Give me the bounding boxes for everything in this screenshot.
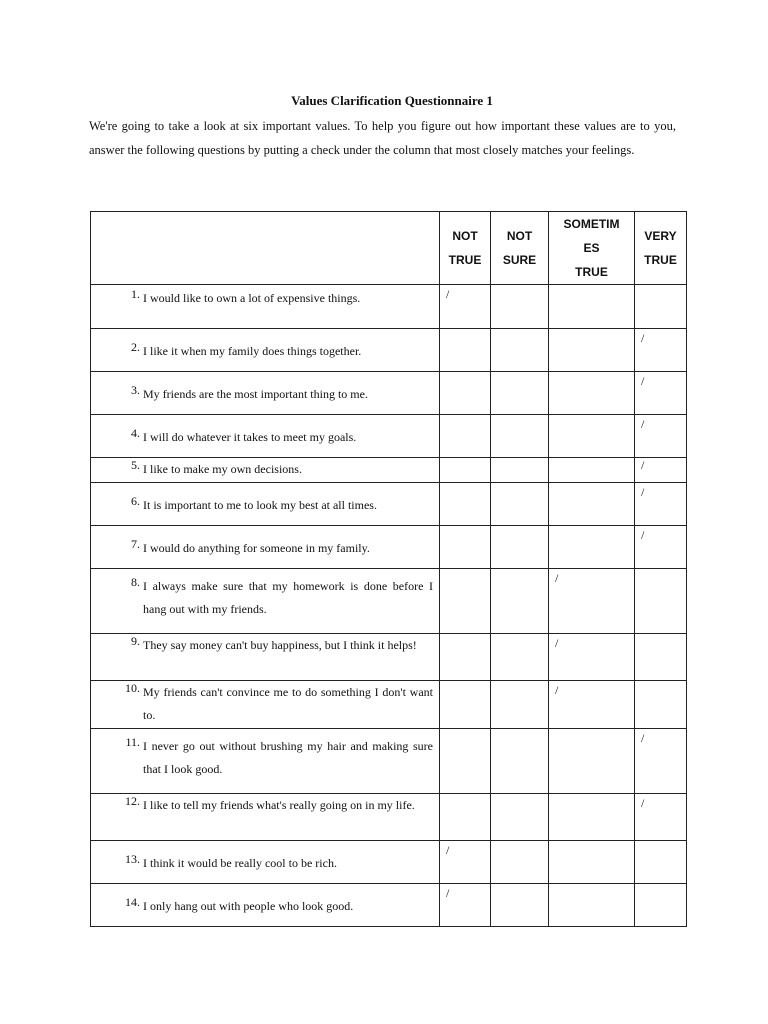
question-number: 3. — [131, 383, 140, 397]
check-mark — [549, 794, 634, 796]
check-mark: / — [641, 417, 645, 431]
answer-cell-not-sure[interactable] — [491, 840, 549, 883]
answer-cell-sometimes-true[interactable] — [549, 329, 635, 372]
table-row — [91, 525, 687, 568]
question-text: My friends can't convince me to do something I don't want to. — [143, 684, 433, 722]
question-number: 2. — [131, 340, 140, 354]
question-text: I would do anything for someone in my family. — [143, 540, 370, 555]
check-mark: / — [641, 458, 645, 472]
question-cell — [91, 728, 440, 793]
question-number: 11. — [125, 734, 140, 749]
check-mark: / — [446, 842, 450, 857]
answer-cell-not-true[interactable] — [440, 525, 491, 568]
question-cell — [91, 329, 440, 372]
answer-cell-sometimes-true[interactable] — [549, 793, 635, 840]
question-text: I always make sure that my homework is done before I hang out with my friends. — [143, 578, 433, 616]
intro-paragraph: We're going to take a look at six important values. To help you figure out how important these values are to you, answer the following questions by putting a check under the column that most closely matches your feelings. — [89, 119, 676, 157]
question-number: 5. — [131, 458, 140, 472]
question-cell — [91, 568, 440, 633]
answer-cell-sometimes-true[interactable] — [549, 840, 635, 883]
questionnaire-table — [90, 211, 687, 927]
question-number: 7. — [131, 536, 140, 551]
table-row — [91, 840, 687, 883]
question-text: I would like to own a lot of expensive things. — [143, 291, 361, 305]
check-mark — [491, 569, 548, 571]
check-mark: / — [641, 484, 645, 499]
check-mark — [549, 415, 634, 417]
answer-cell-not-sure[interactable] — [491, 793, 549, 840]
check-mark — [491, 729, 548, 731]
answer-cell-very-true[interactable] — [635, 728, 687, 793]
check-mark — [549, 526, 634, 528]
question-cell — [91, 633, 440, 680]
answer-cell-not-sure[interactable] — [491, 458, 549, 483]
answer-cell-not-true[interactable] — [440, 633, 491, 680]
answer-cell-very-true[interactable] — [635, 285, 687, 329]
question-number: 1. — [131, 287, 140, 301]
answer-cell-not-true[interactable] — [440, 883, 491, 926]
table-row — [91, 633, 687, 680]
question-text: I like to make my own decisions. — [143, 462, 302, 476]
question-cell — [91, 285, 440, 329]
column-header-sometimes-true: SOMETIM ES TRUE — [549, 212, 635, 285]
check-mark — [440, 634, 490, 636]
check-mark — [549, 729, 634, 731]
question-text: My friends are the most important thing to me. — [143, 387, 368, 401]
check-mark: / — [555, 635, 559, 650]
check-mark — [440, 483, 490, 485]
question-text: I never go out without brushing my hair and making sure that I look good. — [143, 738, 433, 776]
answer-cell-sometimes-true[interactable] — [549, 372, 635, 415]
check-mark — [491, 329, 548, 331]
answer-cell-very-true[interactable] — [635, 680, 687, 728]
answer-cell-sometimes-true[interactable] — [549, 525, 635, 568]
check-mark — [491, 372, 548, 374]
check-mark — [635, 681, 686, 683]
question-number: 14. — [125, 894, 140, 909]
check-mark — [440, 526, 490, 528]
check-mark: / — [641, 795, 645, 810]
check-mark — [491, 415, 548, 417]
answer-cell-sometimes-true[interactable] — [549, 728, 635, 793]
table-row — [91, 372, 687, 415]
question-cell — [91, 458, 440, 483]
table-row — [91, 728, 687, 793]
answer-cell-very-true[interactable] — [635, 793, 687, 840]
answer-cell-not-sure[interactable] — [491, 633, 549, 680]
document-title: Values Clarification Questionnaire 1 — [291, 93, 493, 108]
check-mark — [440, 569, 490, 571]
question-text: I think it would be really cool to be rich. — [143, 855, 337, 870]
question-cell — [91, 415, 440, 458]
answer-cell-very-true[interactable] — [635, 840, 687, 883]
question-text: I will do whatever it takes to meet my goals. — [143, 430, 357, 444]
column-header-not-true: NOT TRUE — [440, 212, 491, 285]
check-mark — [491, 634, 548, 636]
question-cell — [91, 680, 440, 728]
answer-cell-very-true[interactable] — [635, 633, 687, 680]
table-row — [91, 482, 687, 525]
question-number: 12. — [125, 793, 140, 808]
answer-cell-not-sure[interactable] — [491, 680, 549, 728]
answer-cell-not-true[interactable] — [440, 458, 491, 483]
check-mark — [491, 526, 548, 528]
answer-cell-not-sure[interactable] — [491, 482, 549, 525]
answer-cell-not-true[interactable] — [440, 415, 491, 458]
answer-cell-sometimes-true[interactable] — [549, 285, 635, 329]
check-mark — [440, 372, 490, 374]
question-cell — [91, 793, 440, 840]
check-mark — [440, 794, 490, 796]
check-mark — [440, 729, 490, 731]
check-mark: / — [446, 885, 450, 900]
answer-cell-not-true[interactable] — [440, 372, 491, 415]
check-mark — [491, 884, 548, 886]
answer-cell-very-true[interactable] — [635, 883, 687, 926]
check-mark — [491, 794, 548, 796]
table-row — [91, 285, 687, 329]
answer-cell-not-true[interactable] — [440, 793, 491, 840]
question-number: 9. — [131, 633, 140, 648]
answer-cell-not-sure[interactable] — [491, 568, 549, 633]
check-mark — [635, 569, 686, 571]
table-row — [91, 458, 687, 483]
check-mark — [635, 285, 686, 287]
table-row — [91, 680, 687, 728]
check-mark — [549, 841, 634, 843]
question-column-header — [91, 212, 440, 285]
question-cell — [91, 372, 440, 415]
check-mark: / — [641, 374, 645, 388]
check-mark: / — [555, 682, 559, 697]
answer-cell-not-sure[interactable] — [491, 329, 549, 372]
answer-cell-very-true[interactable] — [635, 415, 687, 458]
question-number: 10. — [125, 680, 140, 695]
answer-cell-not-true[interactable] — [440, 482, 491, 525]
answer-cell-very-true[interactable] — [635, 525, 687, 568]
answer-cell-not-true[interactable] — [440, 680, 491, 728]
header-row — [91, 212, 687, 285]
check-mark — [491, 841, 548, 843]
answer-cell-not-true[interactable] — [440, 329, 491, 372]
answer-cell-very-true[interactable] — [635, 372, 687, 415]
table-row — [91, 793, 687, 840]
check-mark — [635, 884, 686, 886]
question-cell — [91, 482, 440, 525]
answer-cell-not-sure[interactable] — [491, 372, 549, 415]
table-row — [91, 883, 687, 926]
answer-cell-not-sure[interactable] — [491, 883, 549, 926]
answer-cell-sometimes-true[interactable] — [549, 883, 635, 926]
check-mark — [491, 285, 548, 287]
column-header-very-true: VERY TRUE — [635, 212, 687, 285]
check-mark — [635, 634, 686, 636]
check-mark — [440, 329, 490, 331]
answer-cell-not-true[interactable] — [440, 285, 491, 329]
answer-cell-sometimes-true[interactable] — [549, 482, 635, 525]
check-mark: / — [641, 527, 645, 542]
question-text: I like it when my family does things together. — [143, 344, 362, 358]
check-mark — [491, 681, 548, 683]
check-mark: / — [555, 570, 559, 585]
question-text: It is important to me to look my best at all times. — [143, 497, 377, 512]
check-mark — [440, 681, 490, 683]
check-mark — [440, 415, 490, 417]
check-mark: / — [446, 287, 450, 301]
check-mark: / — [641, 331, 645, 345]
check-mark — [635, 841, 686, 843]
check-mark — [549, 884, 634, 886]
answer-cell-sometimes-true[interactable] — [549, 568, 635, 633]
check-mark — [549, 285, 634, 287]
question-text: They say money can't buy happiness, but I think it helps! — [143, 637, 417, 652]
check-mark: / — [641, 730, 645, 745]
answer-cell-not-true[interactable] — [440, 840, 491, 883]
column-header-not-sure: NOT SURE — [491, 212, 549, 285]
answer-cell-very-true[interactable] — [635, 329, 687, 372]
table-row — [91, 415, 687, 458]
answer-cell-very-true[interactable] — [635, 458, 687, 483]
question-text: I like to tell my friends what's really going on in my life. — [143, 797, 415, 812]
answer-cell-sometimes-true[interactable] — [549, 458, 635, 483]
answer-cell-not-true[interactable] — [440, 568, 491, 633]
question-number: 4. — [131, 426, 140, 440]
answer-cell-not-sure[interactable] — [491, 285, 549, 329]
answer-cell-not-sure[interactable] — [491, 728, 549, 793]
check-mark — [549, 483, 634, 485]
table-row — [91, 329, 687, 372]
answer-cell-very-true[interactable] — [635, 482, 687, 525]
question-number: 13. — [125, 851, 140, 866]
answer-cell-not-sure[interactable] — [491, 525, 549, 568]
answer-cell-sometimes-true[interactable] — [549, 633, 635, 680]
question-number: 8. — [131, 574, 140, 589]
answer-cell-sometimes-true[interactable] — [549, 415, 635, 458]
question-cell — [91, 840, 440, 883]
table-row — [91, 568, 687, 633]
check-mark — [491, 483, 548, 485]
question-number: 6. — [131, 493, 140, 508]
check-mark — [549, 329, 634, 331]
answer-cell-not-sure[interactable] — [491, 415, 549, 458]
question-cell — [91, 525, 440, 568]
check-mark — [549, 372, 634, 374]
question-text: I only hang out with people who look good. — [143, 898, 354, 913]
answer-cell-not-true[interactable] — [440, 728, 491, 793]
answer-cell-very-true[interactable] — [635, 568, 687, 633]
question-cell — [91, 883, 440, 926]
answer-cell-sometimes-true[interactable] — [549, 680, 635, 728]
